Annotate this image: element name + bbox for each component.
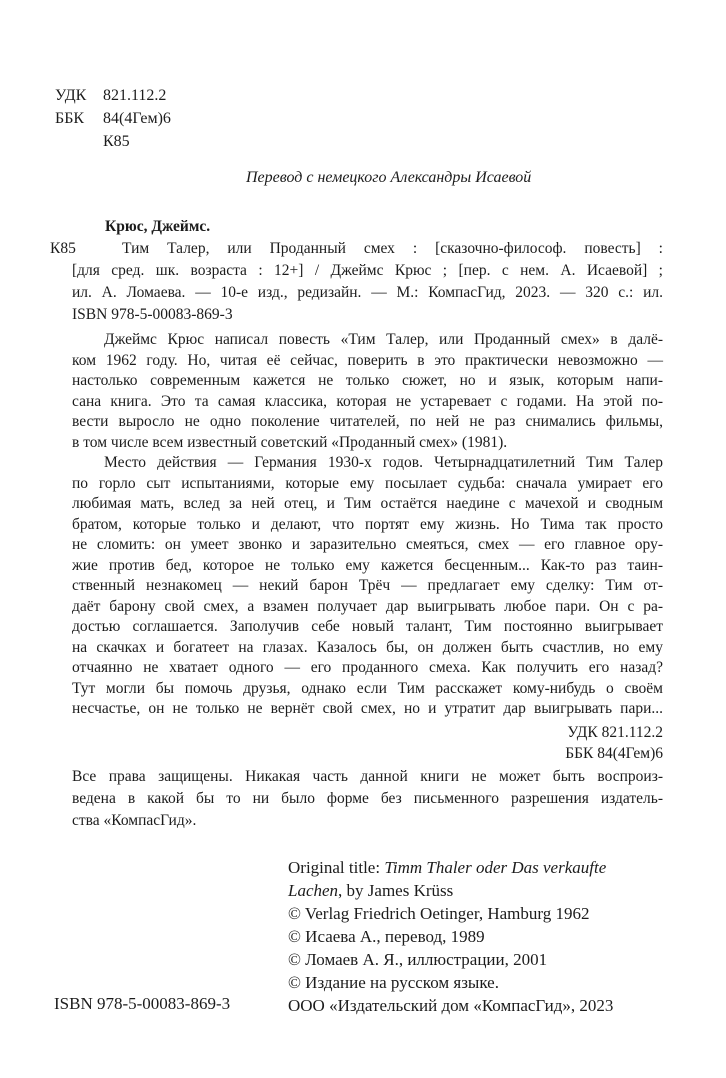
bib-description <box>72 238 663 304</box>
annotation-line: Место действия — Германия 1930-х годов. Четырнадцатилетний Тим Талер <box>104 454 663 471</box>
annotation-line: на скачках и богатеет на глазах. Казалось бы, он должен быть счастлив, но ему <box>72 638 663 656</box>
bib-description-line: ил. А. Ломаева. — 10-е изд., редизайн. — М.: КомпасГид, 2023. — 320 с.: ил. <box>72 284 663 301</box>
bibliographic-record <box>50 216 663 326</box>
annotation-paragraph-1 <box>72 330 663 453</box>
annotation-line: настолько современным кажется не только сюжет, но и язык, которым напи- <box>72 372 663 389</box>
annotation-line: достью соглашается. Заполучив себе новый талант, Тим постоянно выигрывает <box>72 618 663 635</box>
udk-right: УДК 821.112.2 <box>567 724 663 741</box>
annotation-line: отчаянно не хватает одного — его проданного смеха. Как получить его назад? <box>72 659 663 676</box>
annotation-line: братом, которые только и делают, что портят ему жизнь. Но Тима так просто <box>72 515 663 533</box>
annotation-line: сана книга. Это та самая классика, которая не устаревает с годами. На этой по- <box>72 392 663 410</box>
original-title-line-1 <box>288 856 688 879</box>
annotation-line: Тут могли бы помочь друзья, однако если Тим расскажет кому-нибудь о своём <box>72 679 663 697</box>
rights-line: ведена в какой бы то ни было форме без письменного разрешения издатель- <box>72 790 663 807</box>
original-title-prefix: Original title: <box>288 858 385 877</box>
annotation-line: жие против бед, которое не только ему кажется бесценным... Как-то раз таин- <box>72 556 663 574</box>
rights-notice <box>72 766 663 832</box>
original-title-italic-2: Lachen <box>288 881 339 900</box>
annotation-paragraph-2 <box>72 453 663 720</box>
isbn-bottom: ISBN 978-5-00083-869-3 <box>54 994 231 1013</box>
original-title-rest: , by James Krüss <box>338 881 454 900</box>
copyright-entry: © Verlag Friedrich Oetinger, Hamburg 1962 <box>288 904 590 923</box>
rights-line: ства «КомпасГид». <box>72 812 197 829</box>
codes-right-block <box>72 722 663 764</box>
bbk-label: ББК <box>55 110 85 127</box>
annotation-line: вести выросло не одно поколение читателей, по ней не раз снимались фильмы, <box>72 413 663 430</box>
translator-note: Перевод с немецкого Александры Исаевой <box>246 169 532 186</box>
annotation-line: не сломить: он умеет звонко и заразительно смеяться, смех — его главное ору- <box>72 536 663 553</box>
annotation-line: Джеймс Крюс написал повесть «Тим Талер, или Проданный смех» в далё- <box>104 331 663 348</box>
copyright-block <box>288 856 688 1017</box>
bbk-right: ББК 84(4Гем)6 <box>565 745 663 762</box>
udk-value: 821.112.2 <box>103 87 167 104</box>
rights-line: Все права защищены. Никакая часть данной книги не может быть воспроиз- <box>72 768 663 785</box>
annotation-block <box>72 330 663 720</box>
udk-label: УДК <box>55 87 87 104</box>
author-code-value: К85 <box>103 133 130 150</box>
original-title-line-2 <box>288 879 688 902</box>
annotation-line: по горло сыт испытаниями, которые ему посылает судьба: сначала умирает его <box>72 474 663 492</box>
annotation-line: ком 1962 году. Но, читая её сейчас, поверить в это практически невозможно — <box>72 351 663 369</box>
copyright-entry: © Ломаев А. Я., иллюстрации, 2001 <box>288 950 548 969</box>
annotation-line: ственный незнакомец — некий барон Трёч — предлагает ему сделку: Тим от- <box>72 577 663 594</box>
annotation-line: даёт барону свой смех, а взамен получает дар выигрывать любое пари. Он с ра- <box>72 597 663 615</box>
annotation-line: в том числе всем известный советский «Проданный смех» (1981). <box>72 433 508 451</box>
bib-description-line: Тим Талер, или Проданный смех : [сказочно-философ. повесть] : <box>122 240 663 257</box>
publisher-line: ООО «Издательский дом «КомпасГид», 2023 <box>288 996 614 1015</box>
classification-codes-block <box>55 84 171 153</box>
bib-isbn: ISBN 978-5-00083-869-3 <box>72 306 233 323</box>
copyright-entry: © Исаева А., перевод, 1989 <box>288 927 485 946</box>
bib-author-code: К85 <box>50 240 76 257</box>
copyright-entry: © Издание на русском языке. <box>288 973 499 992</box>
author-code-row <box>55 130 171 153</box>
bib-author: Крюс, Джеймс. <box>105 218 211 235</box>
annotation-line: любимая мать, вслед за ней отец, и Тим остаётся наедине с мачехой и сводным <box>72 495 663 512</box>
bbk-row <box>55 107 171 130</box>
udk-row <box>55 84 171 107</box>
annotation-line: несчастье, он не только не вернёт свой смех, но и утратит дар выигрывать пари... <box>72 700 663 717</box>
original-title-italic: Timm Thaler oder Das verkaufte <box>384 858 607 877</box>
bib-description-line: [для сред. шк. возраста : 12+] / Джеймс Крюс ; [пер. с нем. А. Исаевой] ; <box>72 262 663 279</box>
bbk-value: 84(4Гем)6 <box>103 110 171 127</box>
